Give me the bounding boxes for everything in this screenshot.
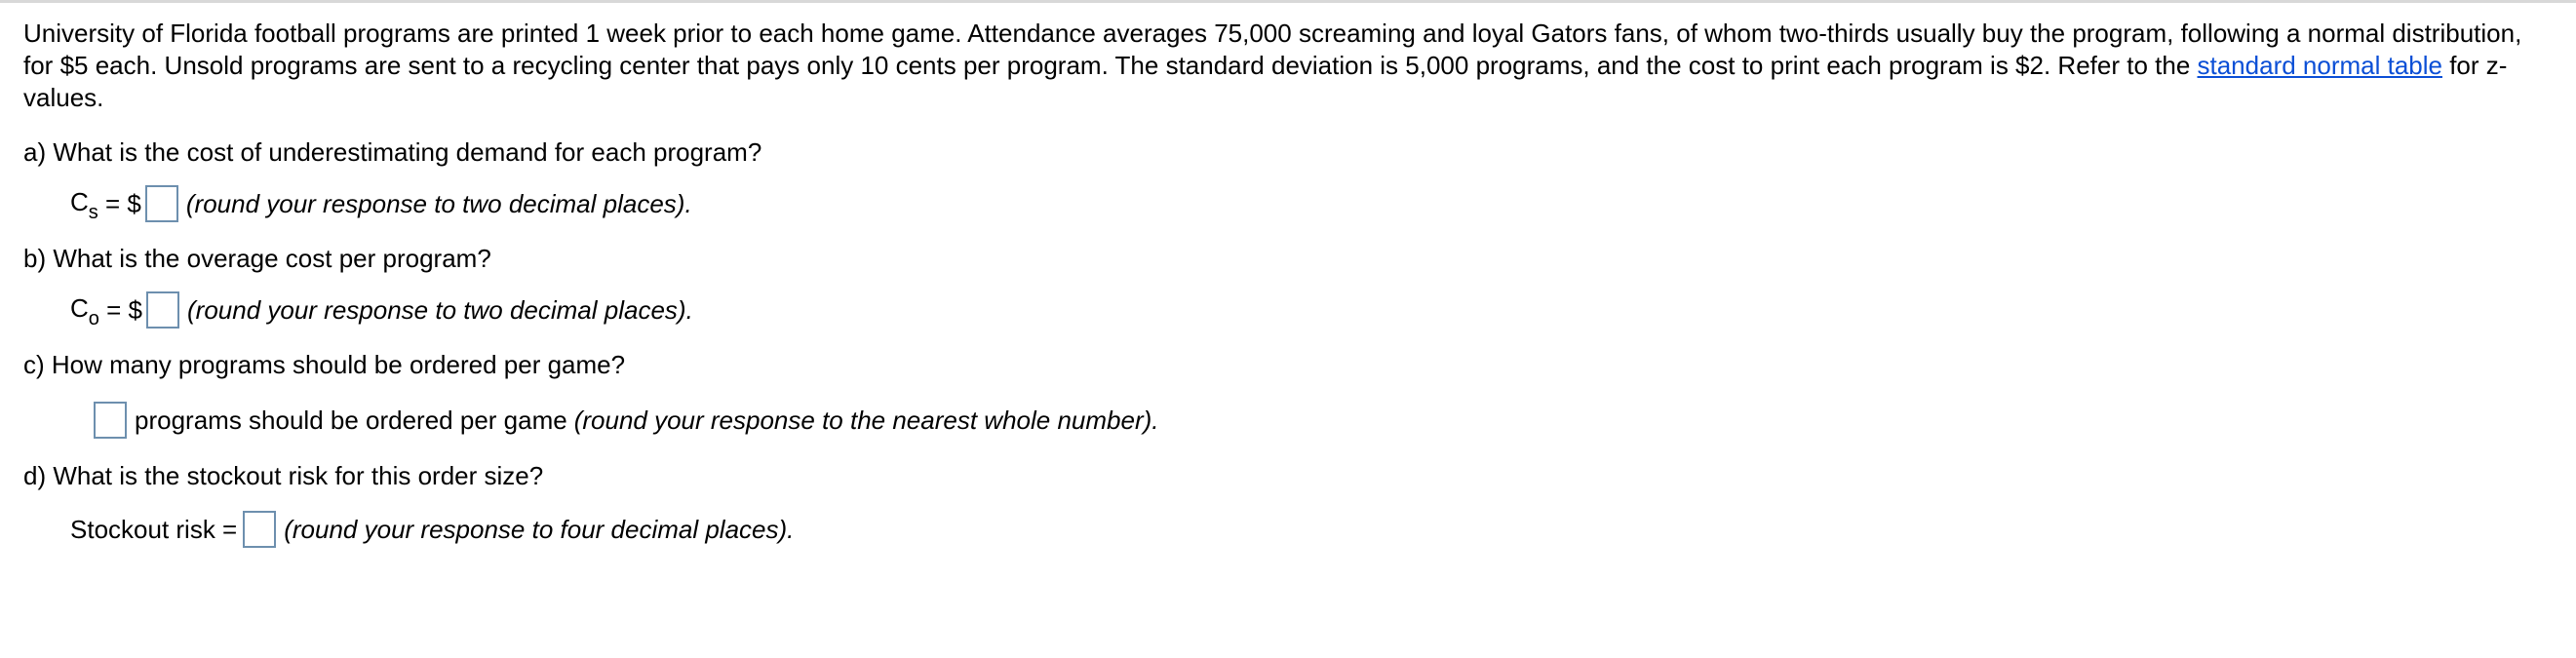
part-d-question: d) What is the stockout risk for this order size? bbox=[23, 461, 544, 490]
part-c-text: programs should be ordered per game bbox=[135, 405, 567, 435]
part-a-hint: (round your response to two decimal places). bbox=[185, 188, 692, 218]
co-symbol: $C_o$ bbox=[70, 293, 99, 329]
stockout-risk-input[interactable] bbox=[243, 511, 276, 548]
part-b-question: b) What is the overage cost per program? bbox=[23, 244, 491, 273]
part-c-hint: (round your response to the nearest whole number). bbox=[573, 405, 1159, 435]
part-d-hint: (round your response to four decimal places). bbox=[284, 514, 795, 544]
top-divider bbox=[0, 0, 2576, 3]
part-a-question: a) What is the cost of underestimating demand for each program? bbox=[23, 137, 762, 167]
part-c-answer-row bbox=[23, 401, 2553, 440]
cs-symbol: $C_s$ bbox=[70, 187, 98, 223]
part-a-answer-row bbox=[23, 184, 2553, 223]
problem-text-start: University of Florida football programs are printed 1 week prior to each home game. Attendance averages 75,000 screaming and loyal Gators fans, of whom two-thirds usually buy the program, following a normal distribution, for $5 each. Unsold programs are sent to a recycling center that pays only 10 cents per program. The standard deviation is 5,000 programs, and the cost to print each program is $2. Refer to the bbox=[23, 19, 2522, 80]
question-content bbox=[23, 18, 2553, 549]
part-b-answer-row bbox=[23, 290, 2553, 329]
co-equals: = $ bbox=[98, 294, 142, 325]
stockout-risk-label: Stockout risk = bbox=[70, 514, 238, 544]
cs-input[interactable] bbox=[145, 185, 178, 222]
problem-statement bbox=[23, 18, 2553, 114]
problem-text-end: for z-values. bbox=[23, 51, 2508, 112]
part-c-question: c) How many programs should be ordered per game? bbox=[23, 350, 626, 379]
co-input[interactable] bbox=[146, 291, 179, 329]
cs-equals: = $ bbox=[98, 188, 141, 218]
part-d-answer-row bbox=[23, 510, 2553, 549]
part-b-hint: (round your response to two decimal places). bbox=[187, 294, 693, 325]
standard-normal-table-link[interactable]: standard normal table bbox=[2197, 51, 2442, 80]
programs-ordered-input[interactable] bbox=[94, 402, 127, 439]
